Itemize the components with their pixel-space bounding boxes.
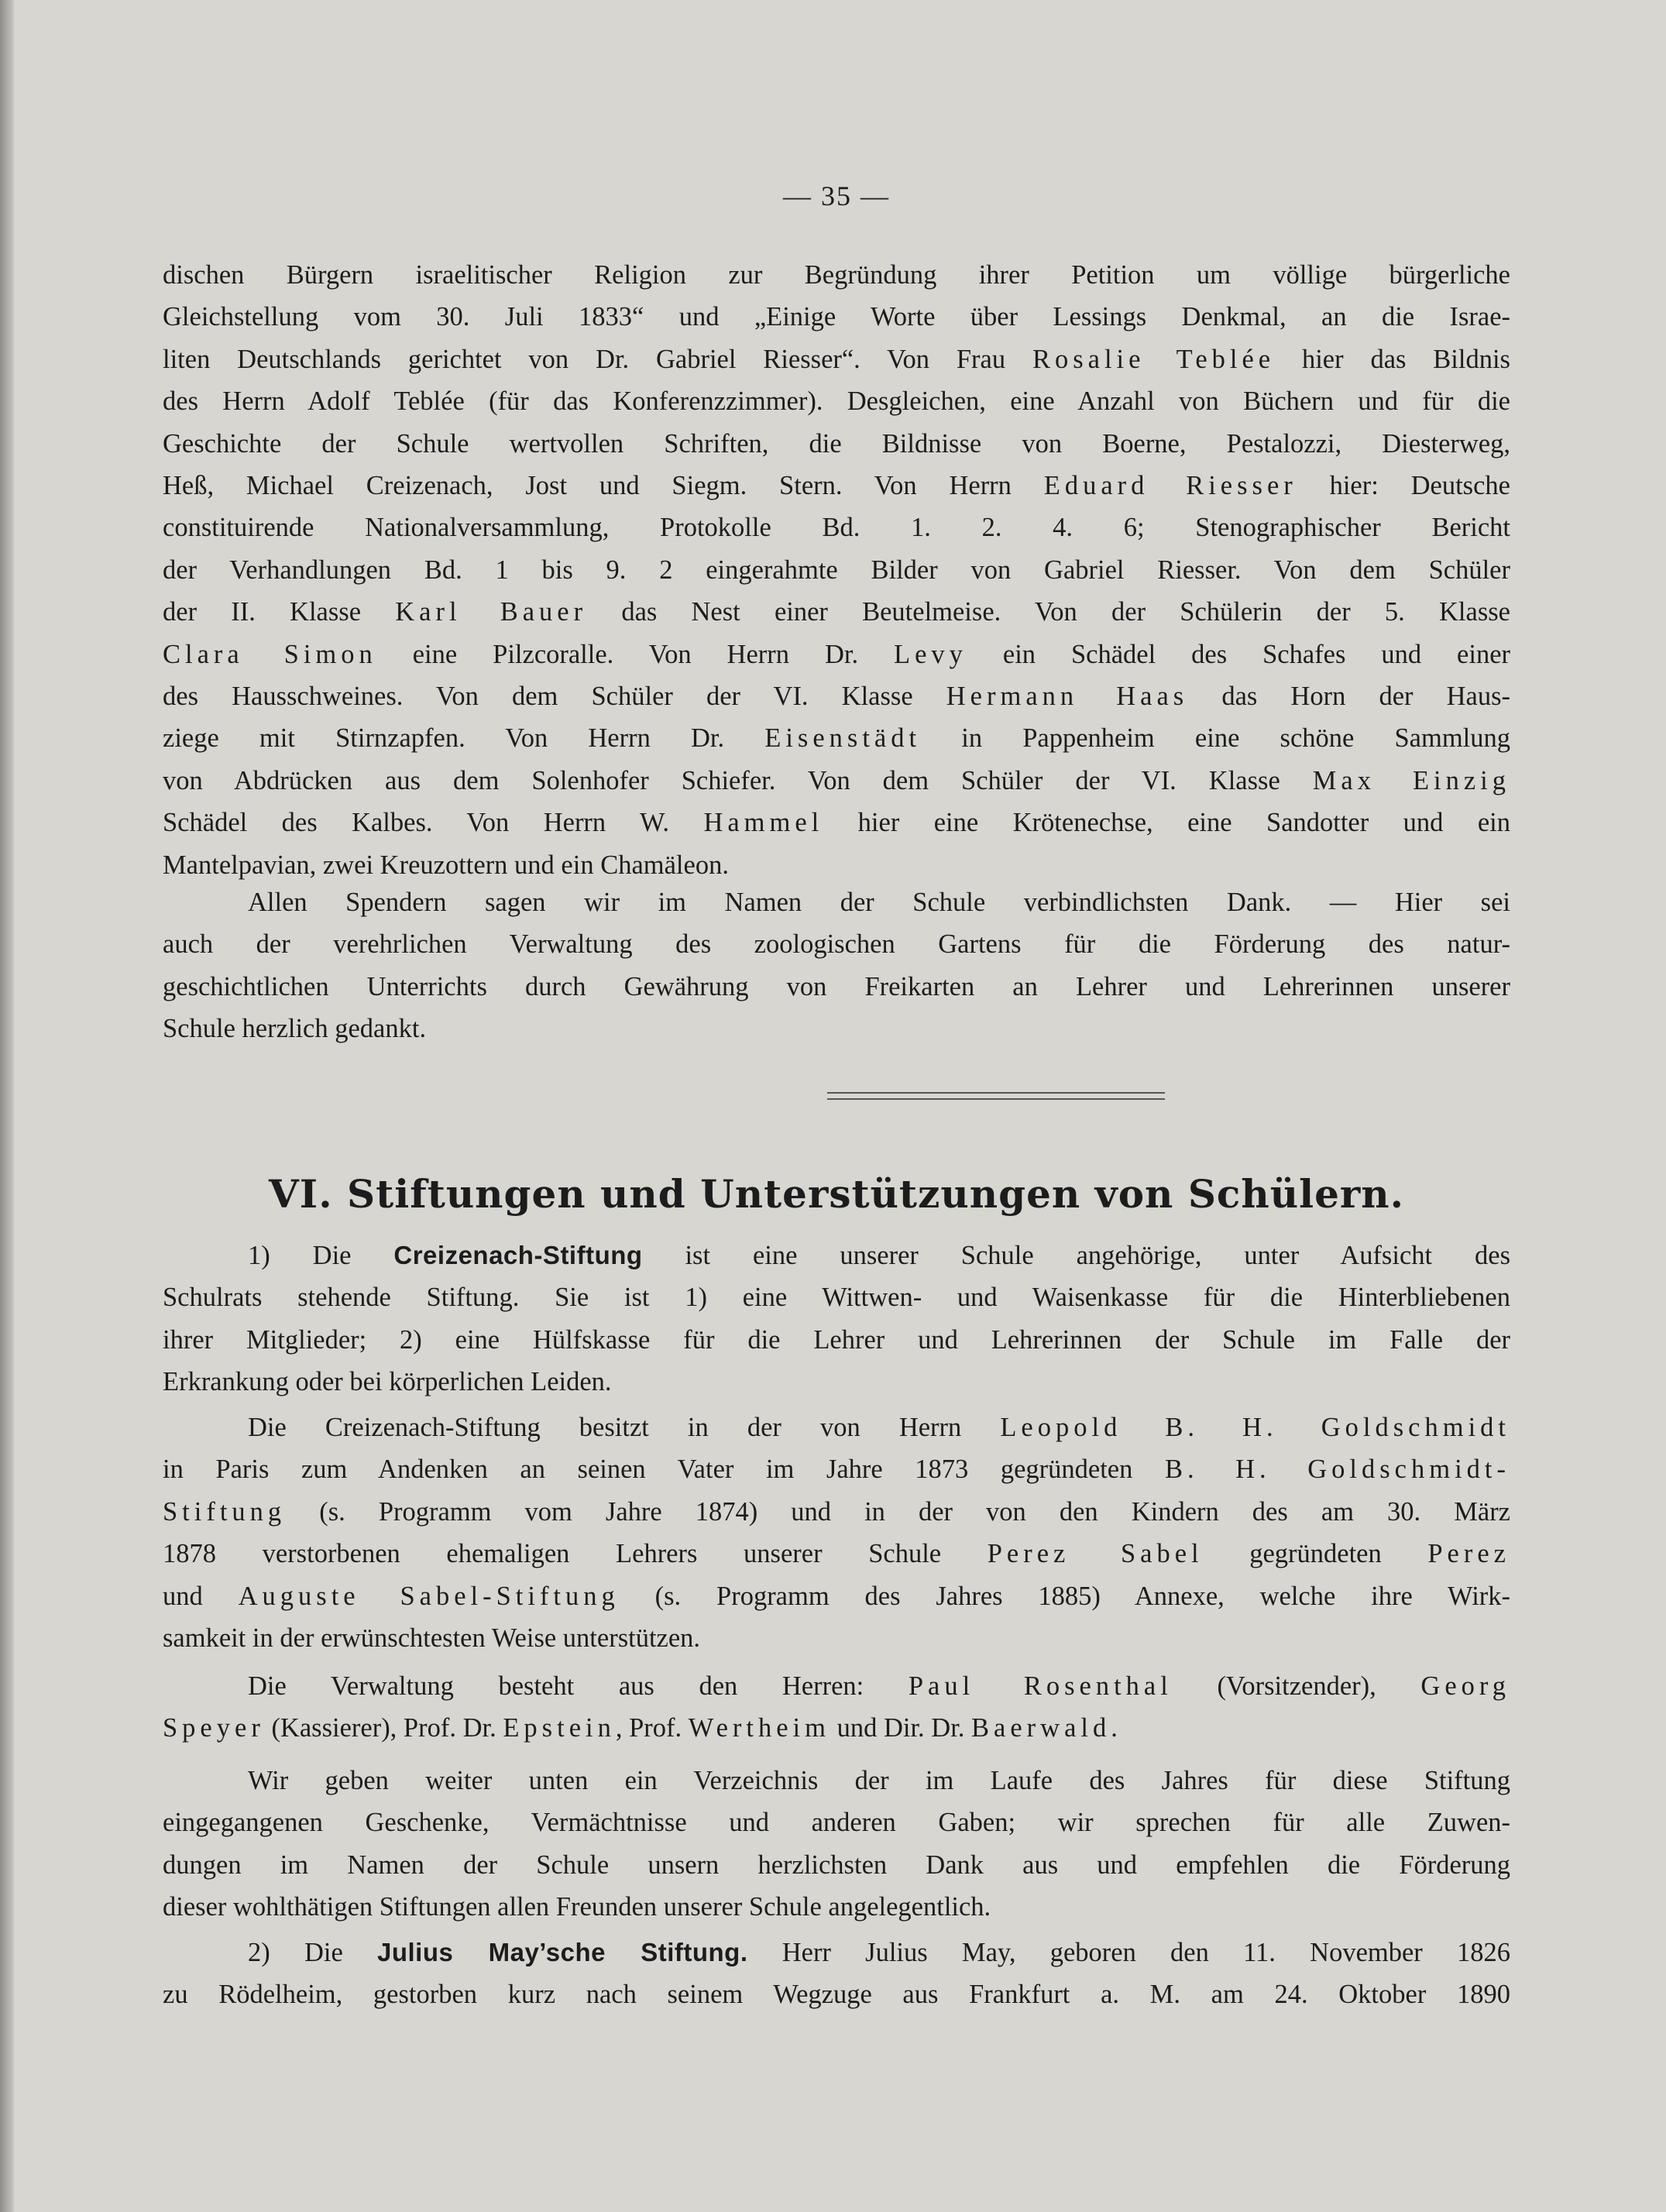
text-line: 1) Die Creizenach-Stiftung ist eine unserer Schule angehörige, unter Aufsicht des [248, 1241, 1510, 1270]
text-line: zu Rödelheim, gestorben kurz nach seinem Wegzuge aus Frankfurt a. M. am 24. Oktober 1890 [163, 1980, 1510, 2010]
text-line: ziege mit Stirnzapfen. Von Herrn Dr. Eisenstädt in Pappenheim eine schöne Sammlung [163, 723, 1510, 754]
text-line: geschichtlichen Unterrichts durch Gewährung von Freikarten an Lehrer und Lehrerinnen unserer [163, 971, 1510, 1001]
donations-paragraph [163, 254, 1510, 886]
text-line: ihrer Mitglieder; 2) eine Hülfskasse für die Lehrer und Lehrerinnen der Schule im Falle der [163, 1324, 1510, 1355]
text-line: dieser wohlthätigen Stiftungen allen Freunden unserer Schule angelegentlich. [163, 1892, 991, 1922]
text-line: des Hausschweines. Von dem Schüler der VI. Klasse Hermann Haas das Horn der Haus- [163, 682, 1510, 712]
text-line: dungen im Namen der Schule unsern herzlichsten Dank aus und empfehlen die Förderung [163, 1850, 1510, 1880]
text-line: des Herrn Adolf Teblée (für das Konferenzzimmer). Desgleichen, eine Anzahl von Büchern und für die [163, 386, 1510, 417]
page-number: — 35 — [783, 180, 890, 211]
text-line: in Paris zum Andenken an seinen Vater im Jahre 1873 gegründeten B. H. Goldschmidt- [163, 1455, 1510, 1485]
text-line: Die Verwaltung besteht aus den Herren: Paul Rosenthal (Vorsitzender), Georg [248, 1671, 1510, 1701]
administration-paragraph [163, 1665, 1510, 1750]
thanks-paragraph [163, 881, 1510, 1050]
text-line: Allen Spendern sagen wir im Namen der Schule verbindlichsten Dank. — Hier sei [248, 888, 1510, 917]
section-divider [827, 1092, 1165, 1100]
text-line: Die Creizenach-Stiftung besitzt in der von Herrn Leopold B. H. Goldschmidt [248, 1413, 1510, 1442]
text-line: Clara Simon eine Pilzcoralle. Von Herrn Dr. Levy ein Schädel des Schafes und einer [163, 639, 1511, 669]
text-line: Wir geben weiter unten ein Verzeichnis der im Laufe des Jahres für diese Stiftung [248, 1766, 1510, 1795]
text-line: constituirende Nationalversammlung, Protokolle Bd. 1. 2. 4. 6; Stenographischer Bericht [163, 513, 1510, 543]
scan-edge-shadow [0, 0, 14, 2212]
text-line: 2) Die Julius May’sche Stiftung. Herr Julius May, geboren den 11. November 1826 [248, 1938, 1510, 1967]
text-line: eingegangenen Geschenke, Vermächtnisse und anderen Gaben; wir sprechen für alle Zuwen- [163, 1808, 1510, 1838]
text-line: auch der verehrlichen Verwaltung des zoologischen Gartens für die Förderung des natur- [163, 929, 1510, 960]
text-line: liten Deutschlands gerichtet von Dr. Gabriel Riesser“. Von Frau Rosalie Teblée hier das Bildnis [163, 344, 1510, 374]
text-line: Stiftung (s. Programm vom Jahre 1874) und in der von den Kindern des am 30. März [163, 1496, 1510, 1527]
text-line: der II. Klasse Karl Bauer das Nest einer Beutelmeise. Von der Schülerin der 5. Klasse [163, 597, 1510, 627]
text-line: Mantelpavian, zwei Kreuzottern und ein Chamäleon. [163, 850, 729, 880]
text-line: 1878 verstorbenen ehemaligen Lehrers unserer Schule Perez Sabel gegründeten Perez [163, 1539, 1510, 1569]
text-line: der Verhandlungen Bd. 1 bis 9. 2 eingerahmte Bilder von Gabriel Riesser. Von dem Schüler [163, 555, 1510, 585]
text-line: Schädel des Kalbes. Von Herrn W. Hammel hier eine Krötenechse, eine Sandotter und ein [163, 808, 1510, 838]
section-heading: VI. Stiftungen und Unterstützungen von Schülern. [269, 1171, 1404, 1217]
text-line: Heß, Michael Creizenach, Jost und Siegm. Stern. Von Herrn Eduard Riesser hier: Deutsche [163, 471, 1510, 501]
text-line: Speyer (Kassierer), Prof. Dr. Epstein, Prof. Wertheim und Dir. Dr. Baerwald. [163, 1713, 1118, 1743]
text-line: Gleichstellung vom 30. Juli 1833“ und „Einige Worte über Lessings Denkmal, an die Israe- [163, 302, 1510, 332]
creizenach-paragraph [163, 1235, 1510, 1403]
may-foundation-paragraph [163, 1932, 1510, 2016]
text-line: Schule herzlich gedankt. [163, 1014, 427, 1044]
text-line: Geschichte der Schule wertvollen Schriften, die Bildnisse von Boerne, Pestalozzi, Diesterweg, [163, 428, 1510, 459]
text-line: dischen Bürgern israelitischer Religion zur Begründung ihrer Petition um völlige bürgerliche [163, 260, 1510, 290]
text-line: Schulrats stehende Stiftung. Sie ist 1) eine Wittwen- und Waisenkasse für die Hinterbliebenen [163, 1283, 1510, 1313]
text-line: von Abdrücken aus dem Solenhofer Schiefer. Von dem Schüler der VI. Klasse Max Einzig [163, 765, 1510, 795]
gifts-paragraph [163, 1760, 1510, 1929]
goldschmidt-paragraph [163, 1407, 1510, 1659]
text-line: samkeit in der erwünschtesten Weise unterstützen. [163, 1623, 701, 1654]
text-line: und Auguste Sabel-Stiftung (s. Programm des Jahres 1885) Annexe, welche ihre Wirk- [163, 1581, 1511, 1611]
document-page [163, 0, 1510, 2212]
text-line: Erkrankung oder bei körperlichen Leiden. [163, 1367, 612, 1397]
